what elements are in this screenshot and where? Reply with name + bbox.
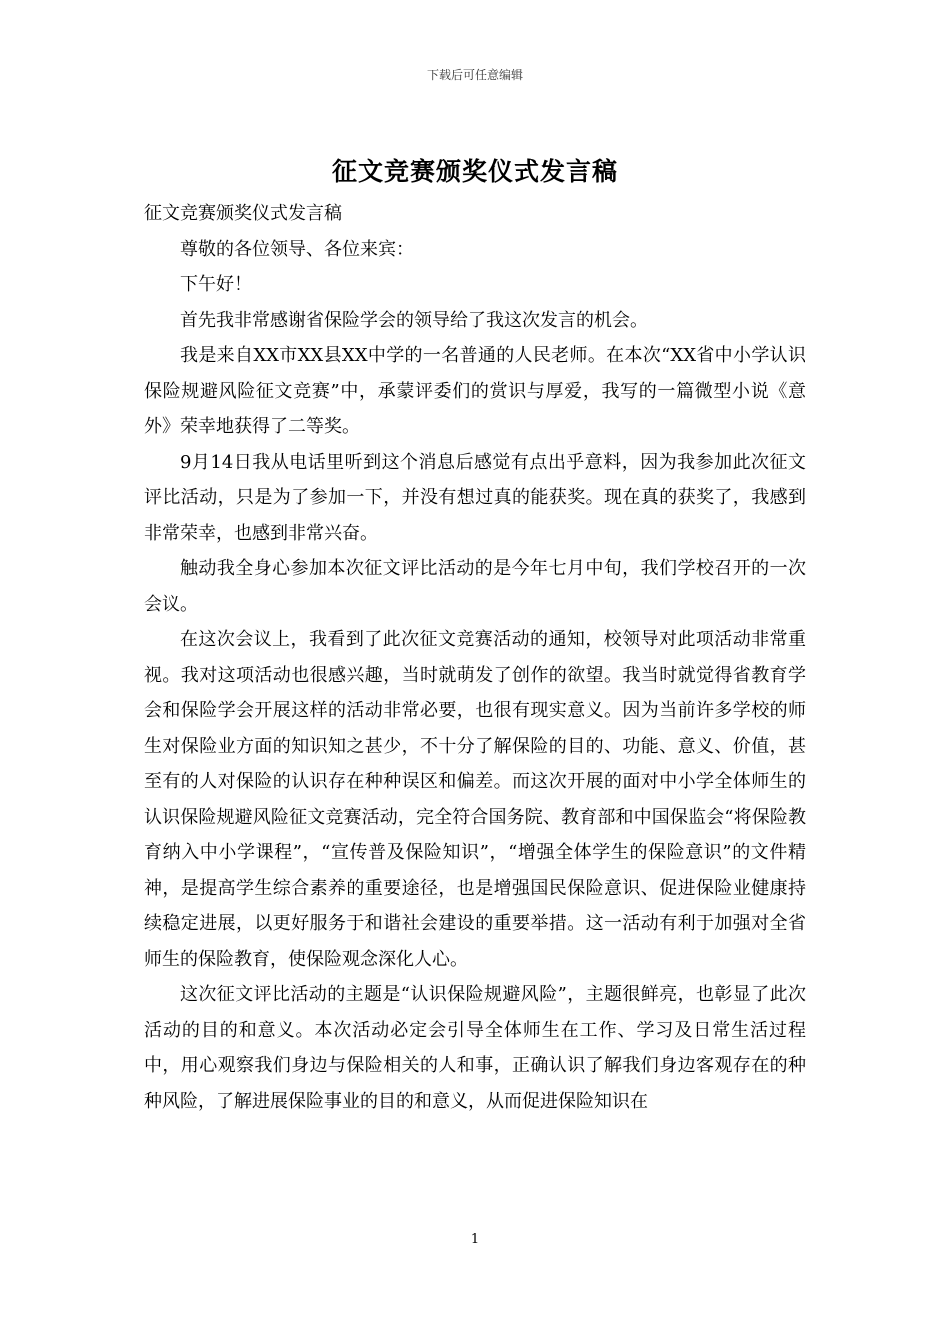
page-number: 1 — [470, 1232, 480, 1247]
paragraph: 首先我非常感谢省保险学会的领导给了我这次发言的机会。 — [180, 309, 648, 331]
document-body — [144, 196, 806, 1119]
paragraph-greeting: 下午好！ — [180, 274, 252, 295]
paragraph-salutation: 尊敬的各位领导、各位来宾： — [180, 238, 414, 260]
paragraph: 这次征文评比活动的主题是“认识保险规避风险”，主题很鲜亮，也彰显了此次活动的目的和意义。本次活动必定会引导全体师生在工作、学习及日常生活过程中，用心观察我们身边与保险相关的人和事，正确认识了解我们身边客观存在的种种风险，了解进展保险事业的目的和意义，从而促进保险知识在 — [144, 984, 806, 1112]
paragraph: 触动我全身心参加本次征文评比活动的是今年七月中旬，我们学校召开的一次会议。 — [144, 558, 806, 615]
paragraph: 我是来自XX市XX县XX中学的一名普通的人民老师。在本次“XX省中小学认识保险规避风险征文竞赛”中，承蒙评委们的赏识与厚爱，我写的一篇微型小说《意外》荣幸地获得了二等奖。 — [144, 345, 806, 437]
document-title: 征文竞赛颁奖仪式发言稿 — [331, 157, 618, 186]
paragraph: 9月14日我从电话里听到这个消息后感觉有点出乎意料，因为我参加此次征文评比活动，只是为了参加一下，并没有想过真的能获奖。现在真的获奖了，我感到非常荣幸，也感到非常兴奋。 — [144, 451, 806, 544]
paragraph-subtitle: 征文竞赛颁奖仪式发言稿 — [144, 203, 342, 224]
page-header-note: 下载后可任意编辑 — [426, 68, 523, 82]
paragraph: 在这次会议上，我看到了此次征文竞赛活动的通知，校领导对此项活动非常重视。我对这项活动也很感兴趣，当时就萌发了创作的欲望。我当时就觉得省教育学会和保险学会开展这样的活动非常必要，也很有现实意义。因为当前许多学校的师生对保险业方面的知识知之甚少，不十分了解保险的目的、功能、意义、价值，甚至有的人对保险的认识存在种种误区和偏差。而这次开展的面对中小学全体师生的认识保险规避风险征文竞赛活动，完全符合国务院、教育部和中国保监会“将保险教育纳入中小学课程”，“宣传普及保险知识”，“增强全体学生的保险意识”的文件精神，是提高学生综合素养的重要途径，也是增强国民保险意识、促进保险业健康持续稳定进展，以更好服务于和谐社会建设的重要举措。这一活动有利于加强对全省师生的保险教育，使保险观念深化人心。 — [144, 629, 806, 970]
